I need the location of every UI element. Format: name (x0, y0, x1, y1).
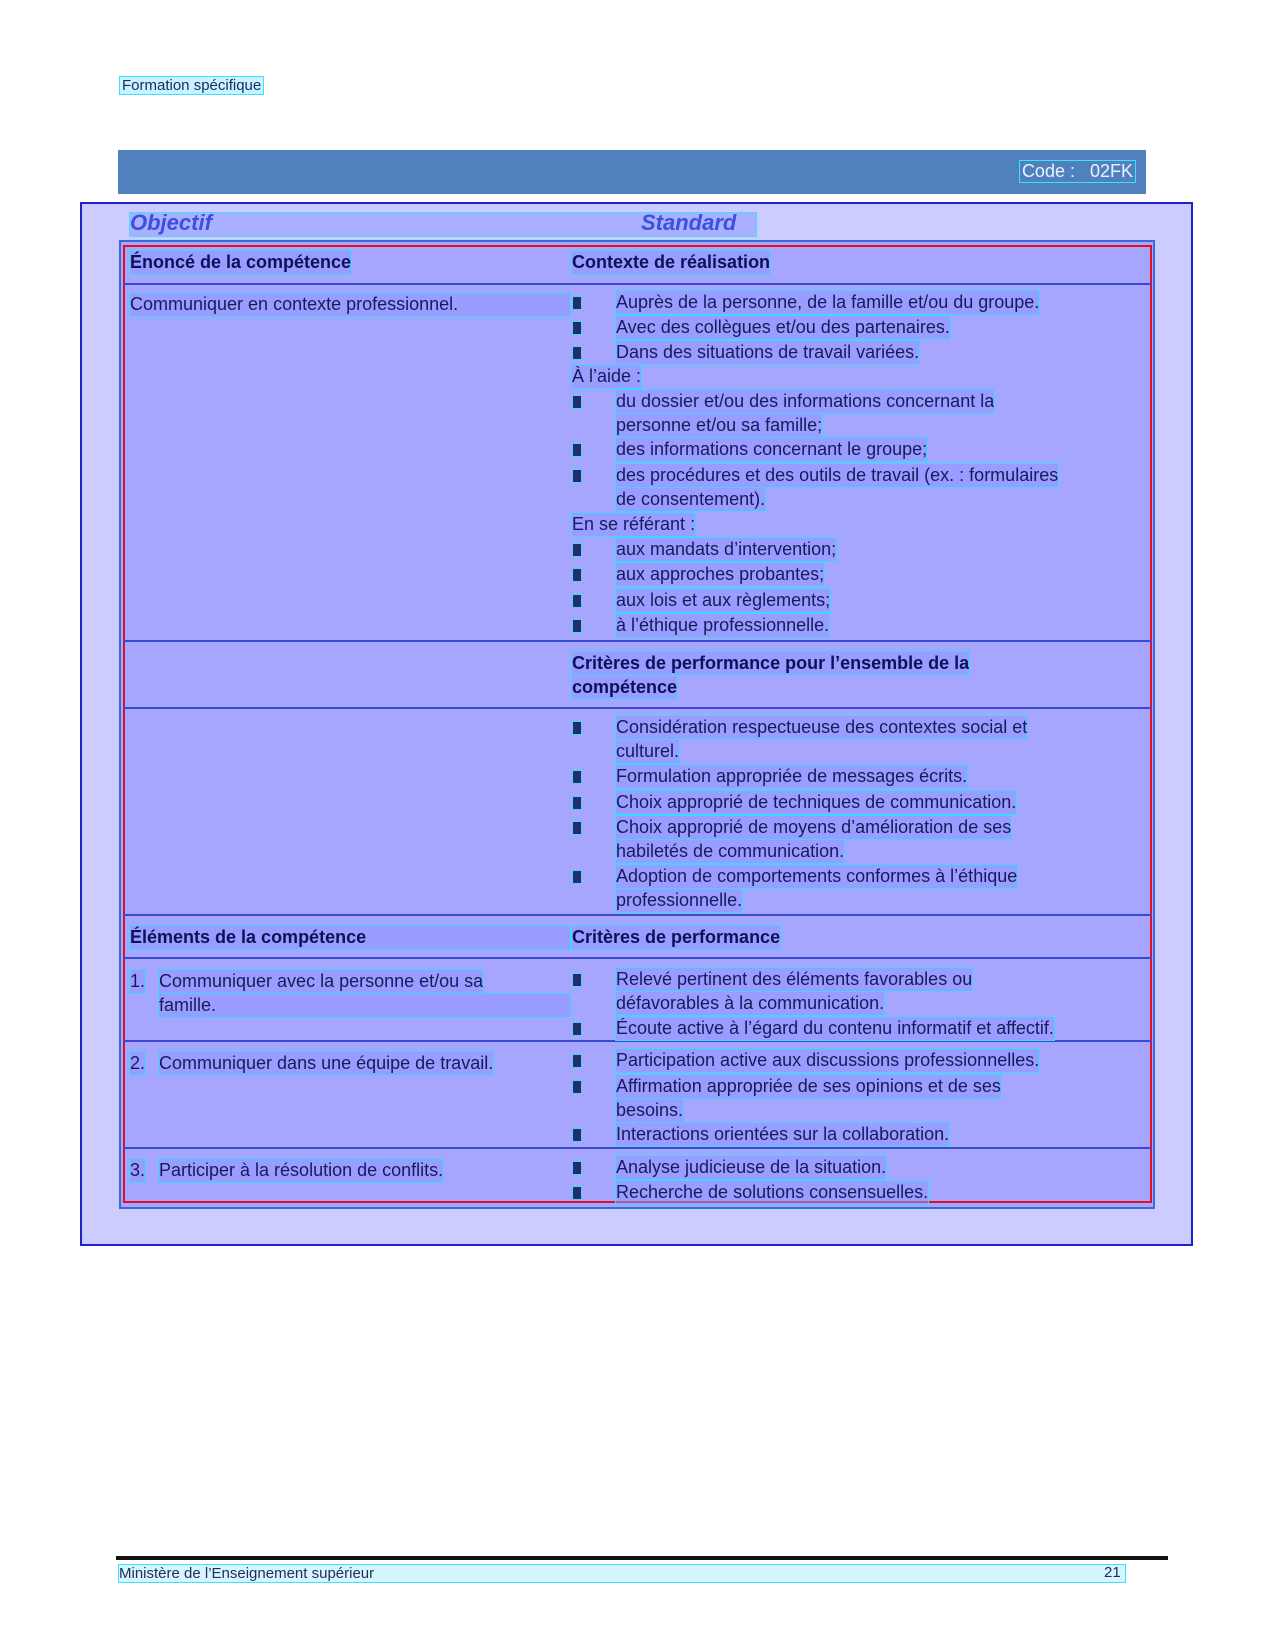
critere-item: Analyse judicieuse de la situation. (616, 1157, 887, 1177)
contexte-item: Dans des situations de travail variées. (616, 342, 920, 362)
contexte-item: aux lois et aux règlements; (616, 590, 831, 610)
bullet-icon (573, 974, 581, 986)
bullet-icon (573, 444, 581, 456)
row-divider (123, 283, 1152, 285)
referant-label: En se référant : (572, 514, 696, 534)
element-text: Communiquer dans une équipe de travail. (159, 1053, 494, 1073)
enonce-header: Énoncé de la compétence (130, 252, 352, 272)
critere-item-cont: besoins. (616, 1100, 684, 1120)
bullet-icon (573, 1129, 581, 1141)
critere-item: Participation active aux discussions professionnelles. (616, 1050, 1040, 1070)
row-divider (123, 707, 1152, 709)
elements-header: Éléments de la compétence (130, 926, 570, 949)
bullet-icon (573, 1162, 581, 1174)
critere-item: Relevé pertinent des éléments favorables ou (616, 969, 973, 989)
bullet-icon (573, 1187, 581, 1199)
row-divider (123, 914, 1152, 916)
contexte-item: des procédures et des outils de travail (ex. : formulaires (616, 465, 1059, 485)
contexte-item: aux mandats d’intervention; (616, 539, 837, 559)
footer-rule (116, 1556, 1168, 1560)
tab-standard: Standard (641, 210, 737, 235)
bullet-icon (573, 347, 581, 359)
row-divider (123, 1147, 1152, 1149)
critere-item: Écoute active à l’égard du contenu informatif et affectif. (616, 1018, 1054, 1038)
element-number: 2. (130, 1053, 146, 1073)
critere-item-cont: professionnelle. (616, 890, 743, 910)
row-divider (123, 640, 1152, 642)
bullet-icon (573, 595, 581, 607)
page-number: 21 (1104, 1564, 1121, 1581)
bullet-icon (573, 297, 581, 309)
element-text-cont: famille. (159, 994, 570, 1017)
contexte-item: Auprès de la personne, de la famille et/ou du groupe. (616, 292, 1040, 312)
bullet-icon (573, 1081, 581, 1093)
bullet-icon (573, 396, 581, 408)
critere-item: Recherche de solutions consensuelles. (616, 1182, 929, 1202)
contexte-item: Avec des collègues et/ou des partenaires. (616, 317, 950, 337)
bullet-icon (573, 569, 581, 581)
contexte-item: aux approches probantes; (616, 564, 825, 584)
bullet-icon (573, 722, 581, 734)
critere-item: Interactions orientées sur la collaboration. (616, 1124, 950, 1144)
critere-item: Affirmation appropriée de ses opinions et de ses (616, 1076, 1001, 1096)
critere-item-cont: habiletés de communication. (616, 841, 845, 861)
bullet-icon (573, 797, 581, 809)
contexte-item: à l’éthique professionnelle. (616, 615, 830, 635)
criteres-ensemble-header: Critères de performance pour l’ensemble de la (572, 653, 970, 673)
element-number: 1. (130, 971, 146, 991)
bullet-icon (573, 871, 581, 883)
contexte-header: Contexte de réalisation (572, 252, 771, 272)
element-text: Participer à la résolution de conflits. (159, 1160, 444, 1180)
bullet-icon (573, 1055, 581, 1067)
critere-item-cont: culturel. (616, 741, 680, 761)
critere-item: Considération respectueuse des contextes social et (616, 717, 1028, 737)
program-title: Formation spécifique (119, 76, 264, 95)
critere-item: Choix approprié de moyens d’amélioration de ses (616, 817, 1012, 837)
bullet-icon (573, 544, 581, 556)
bullet-icon (573, 771, 581, 783)
row-divider (123, 957, 1152, 959)
contexte-item: du dossier et/ou des informations concernant la (616, 391, 995, 411)
bullet-icon (573, 1023, 581, 1035)
criteres-header: Critères de performance (572, 927, 781, 947)
element-number: 3. (130, 1160, 146, 1180)
bullet-icon (573, 822, 581, 834)
aide-label: À l’aide : (572, 366, 642, 386)
code-bar (118, 150, 1146, 194)
contexte-item: des informations concernant le groupe; (616, 439, 928, 459)
footer-ministry: Ministère de l’Enseignement supérieur (118, 1564, 1126, 1583)
competency-code: Code : 02FK (1019, 160, 1136, 183)
row-divider (123, 1040, 1152, 1042)
bullet-icon (573, 322, 581, 334)
critere-item: Choix approprié de techniques de communication. (616, 792, 1017, 812)
tab-objectif: Objectif (130, 210, 212, 235)
critere-item-cont: défavorables à la communication. (616, 993, 885, 1013)
critere-item: Formulation appropriée de messages écrits. (616, 766, 968, 786)
bullet-icon (573, 470, 581, 482)
contexte-item-cont: personne et/ou sa famille; (616, 415, 823, 435)
element-text: Communiquer avec la personne et/ou sa (159, 971, 484, 991)
criteres-ensemble-header-cont: compétence (572, 677, 678, 697)
contexte-item-cont: de consentement). (616, 489, 766, 509)
bullet-icon (573, 620, 581, 632)
critere-item: Adoption de comportements conformes à l’éthique (616, 866, 1018, 886)
enonce-text: Communiquer en contexte professionnel. (130, 293, 570, 316)
